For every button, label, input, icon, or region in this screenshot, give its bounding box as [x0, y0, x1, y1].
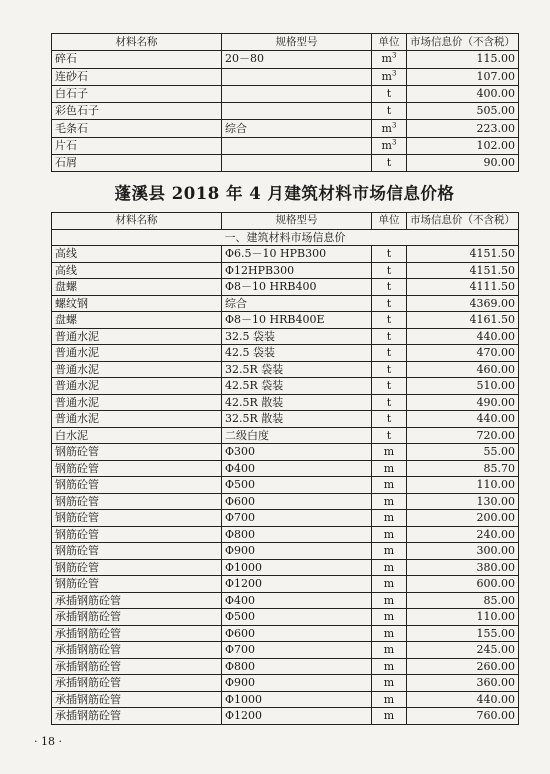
- unit-cell: m: [372, 576, 407, 593]
- unit-cell: m: [372, 526, 407, 543]
- price-cell: 510.00: [407, 378, 519, 395]
- table-row: [52, 68, 519, 85]
- spec-cell: Φ1200: [222, 708, 372, 725]
- table-row: [52, 345, 519, 362]
- price-cell: 440.00: [407, 328, 519, 345]
- price-cell: 4161.50: [407, 312, 519, 329]
- table-row: [52, 510, 519, 527]
- table-row: [52, 460, 519, 477]
- table-row: [52, 120, 519, 137]
- unit-cell: m: [372, 592, 407, 609]
- spec-cell: 20－80: [222, 51, 372, 68]
- unit-cell: t: [372, 394, 407, 411]
- material-name-cell: 普通水泥: [52, 328, 222, 345]
- material-name-cell: 高线: [52, 262, 222, 279]
- unit-cell: t: [372, 411, 407, 428]
- unit-cell: t: [372, 103, 407, 120]
- material-name-cell: 普通水泥: [52, 345, 222, 362]
- price-cell: 107.00: [407, 68, 519, 85]
- page-number: · 18 ·: [34, 735, 62, 748]
- material-name-cell: 白水泥: [52, 427, 222, 444]
- table-row: [52, 85, 519, 102]
- header-spec: 规格型号: [222, 213, 372, 230]
- material-name-cell: 钢筋砼管: [52, 526, 222, 543]
- price-cell: 600.00: [407, 576, 519, 593]
- material-name-cell: 螺纹钢: [52, 295, 222, 312]
- price-cell: 245.00: [407, 642, 519, 659]
- price-cell: 155.00: [407, 625, 519, 642]
- table-row: [52, 262, 519, 279]
- spec-cell: Φ500: [222, 477, 372, 494]
- table-row: [52, 559, 519, 576]
- table-row: [52, 411, 519, 428]
- price-cell: 4369.00: [407, 295, 519, 312]
- spec-cell: Φ900: [222, 543, 372, 560]
- table-row: [52, 493, 519, 510]
- price-cell: 440.00: [407, 411, 519, 428]
- table-row: [52, 51, 519, 68]
- unit-cell: m: [372, 658, 407, 675]
- spec-cell: Φ1000: [222, 559, 372, 576]
- spec-cell: Φ700: [222, 642, 372, 659]
- spec-cell: Φ800: [222, 526, 372, 543]
- unit-cell: t: [372, 295, 407, 312]
- table-header-row: [52, 34, 519, 51]
- spec-cell: Φ1200: [222, 576, 372, 593]
- table-row: [52, 625, 519, 642]
- unit-cell: t: [372, 279, 407, 296]
- unit-cell: t: [372, 345, 407, 362]
- table-row: [52, 444, 519, 461]
- price-cell: 85.70: [407, 460, 519, 477]
- material-name-cell: 普通水泥: [52, 378, 222, 395]
- price-cell: 440.00: [407, 691, 519, 708]
- table-row: [52, 394, 519, 411]
- material-name-cell: 钢筋砼管: [52, 510, 222, 527]
- page-title: 蓬溪县 2018 年 4 月建筑材料市场信息价格: [114, 184, 455, 203]
- section-heading: 一、建筑材料市场信息价: [52, 229, 519, 246]
- unit-cell: t: [372, 427, 407, 444]
- material-name-cell: 钢筋砼管: [52, 559, 222, 576]
- price-cell: 460.00: [407, 361, 519, 378]
- price-cell: 300.00: [407, 543, 519, 560]
- header-material-name: 材料名称: [52, 34, 222, 51]
- table-row: [52, 658, 519, 675]
- price-cell: 400.00: [407, 85, 519, 102]
- spec-cell: Φ700: [222, 510, 372, 527]
- price-cell: 110.00: [407, 609, 519, 626]
- unit-cell: m: [372, 510, 407, 527]
- unit-cell: m: [372, 642, 407, 659]
- material-name-cell: 钢筋砼管: [52, 460, 222, 477]
- spec-cell: 综合: [222, 295, 372, 312]
- material-name-cell: 承插钢筋砼管: [52, 708, 222, 725]
- material-name-cell: 毛条石: [52, 120, 222, 137]
- unit-cell: t: [372, 328, 407, 345]
- spec-cell: Φ800: [222, 658, 372, 675]
- unit-cell: m: [372, 625, 407, 642]
- table-header-row: [52, 213, 519, 230]
- unit-cell: m: [372, 477, 407, 494]
- price-cell: 4151.50: [407, 262, 519, 279]
- table-row: [52, 103, 519, 120]
- spec-cell: 32.5 袋装: [222, 328, 372, 345]
- price-cell: 4111.50: [407, 279, 519, 296]
- unit-cell: m: [372, 609, 407, 626]
- unit-cell: $m^3$: [372, 68, 407, 85]
- spec-cell: Φ400: [222, 460, 372, 477]
- price-cell: 85.00: [407, 592, 519, 609]
- material-name-cell: 盘螺: [52, 279, 222, 296]
- spec-cell: Φ500: [222, 609, 372, 626]
- material-name-cell: 连砂石: [52, 68, 222, 85]
- spec-cell: [222, 155, 372, 172]
- header-spec: 规格型号: [222, 34, 372, 51]
- spec-cell: 综合: [222, 120, 372, 137]
- material-name-cell: 白石子: [52, 85, 222, 102]
- stone-materials-table: [51, 33, 519, 172]
- table-row: [52, 543, 519, 560]
- spec-cell: 42.5 袋装: [222, 345, 372, 362]
- material-name-cell: 普通水泥: [52, 361, 222, 378]
- spec-cell: [222, 137, 372, 154]
- header-price: 市场信息价（不含税）: [407, 213, 519, 230]
- price-cell: 470.00: [407, 345, 519, 362]
- header-price: 市场信息价（不含税）: [407, 34, 519, 51]
- spec-cell: Φ600: [222, 625, 372, 642]
- price-cell: 115.00: [407, 51, 519, 68]
- unit-cell: m: [372, 444, 407, 461]
- price-cell: 360.00: [407, 675, 519, 692]
- spec-cell: Φ600: [222, 493, 372, 510]
- table-row: [52, 378, 519, 395]
- spec-cell: [222, 68, 372, 85]
- table-row: [52, 155, 519, 172]
- table-row: [52, 642, 519, 659]
- spec-cell: Φ900: [222, 675, 372, 692]
- material-name-cell: 承插钢筋砼管: [52, 609, 222, 626]
- price-cell: 130.00: [407, 493, 519, 510]
- table-row: [52, 526, 519, 543]
- material-name-cell: 普通水泥: [52, 394, 222, 411]
- table-row: [52, 295, 519, 312]
- unit-cell: $m^3$: [372, 137, 407, 154]
- price-cell: 720.00: [407, 427, 519, 444]
- header-unit: 单位: [372, 213, 407, 230]
- material-name-cell: 钢筋砼管: [52, 477, 222, 494]
- price-cell: 110.00: [407, 477, 519, 494]
- unit-cell: $m^3$: [372, 120, 407, 137]
- spec-cell: [222, 103, 372, 120]
- unit-cell: t: [372, 378, 407, 395]
- material-name-cell: 彩色石子: [52, 103, 222, 120]
- table-row: [52, 691, 519, 708]
- building-materials-price-table: [51, 212, 519, 725]
- spec-cell: 32.5R 散装: [222, 411, 372, 428]
- material-name-cell: 承插钢筋砼管: [52, 625, 222, 642]
- price-cell: 260.00: [407, 658, 519, 675]
- material-name-cell: 钢筋砼管: [52, 543, 222, 560]
- spec-cell: [222, 85, 372, 102]
- price-cell: 4151.50: [407, 246, 519, 263]
- spec-cell: Φ8－10 HRB400E: [222, 312, 372, 329]
- table-row: [52, 279, 519, 296]
- spec-cell: Φ6.5－10 HPB300: [222, 246, 372, 263]
- unit-cell: m: [372, 543, 407, 560]
- unit-cell: t: [372, 155, 407, 172]
- material-name-cell: 片石: [52, 137, 222, 154]
- material-name-cell: 普通水泥: [52, 411, 222, 428]
- table-row: [52, 246, 519, 263]
- price-cell: 380.00: [407, 559, 519, 576]
- spec-cell: 42.5R 散装: [222, 394, 372, 411]
- spec-cell: Φ300: [222, 444, 372, 461]
- price-cell: 200.00: [407, 510, 519, 527]
- unit-cell: m: [372, 493, 407, 510]
- unit-cell: $m^3$: [372, 51, 407, 68]
- header-unit: 单位: [372, 34, 407, 51]
- material-name-cell: 承插钢筋砼管: [52, 592, 222, 609]
- price-cell: 55.00: [407, 444, 519, 461]
- table-row: [52, 361, 519, 378]
- material-name-cell: 承插钢筋砼管: [52, 658, 222, 675]
- table-row: [52, 592, 519, 609]
- price-cell: 240.00: [407, 526, 519, 543]
- table-row: [52, 609, 519, 626]
- spec-cell: Φ1000: [222, 691, 372, 708]
- spec-cell: Φ8－10 HRB400: [222, 279, 372, 296]
- material-name-cell: 承插钢筋砼管: [52, 642, 222, 659]
- unit-cell: m: [372, 559, 407, 576]
- header-material-name: 材料名称: [52, 213, 222, 230]
- material-name-cell: 钢筋砼管: [52, 493, 222, 510]
- material-name-cell: 钢筋砼管: [52, 576, 222, 593]
- material-name-cell: 承插钢筋砼管: [52, 675, 222, 692]
- unit-cell: m: [372, 460, 407, 477]
- table-row: [52, 675, 519, 692]
- section-row: [52, 229, 519, 246]
- price-cell: 760.00: [407, 708, 519, 725]
- unit-cell: t: [372, 262, 407, 279]
- unit-cell: t: [372, 85, 407, 102]
- material-name-cell: 承插钢筋砼管: [52, 691, 222, 708]
- price-cell: 102.00: [407, 137, 519, 154]
- material-name-cell: 钢筋砼管: [52, 444, 222, 461]
- table-row: [52, 312, 519, 329]
- unit-cell: t: [372, 246, 407, 263]
- spec-cell: Φ400: [222, 592, 372, 609]
- price-cell: 505.00: [407, 103, 519, 120]
- material-name-cell: 盘螺: [52, 312, 222, 329]
- spec-cell: 二级白度: [222, 427, 372, 444]
- price-cell: 223.00: [407, 120, 519, 137]
- table-row: [52, 137, 519, 154]
- price-cell: 90.00: [407, 155, 519, 172]
- material-name-cell: 石屑: [52, 155, 222, 172]
- price-cell: 490.00: [407, 394, 519, 411]
- table-row: [52, 576, 519, 593]
- table-row: [52, 708, 519, 725]
- table-row: [52, 427, 519, 444]
- unit-cell: m: [372, 708, 407, 725]
- unit-cell: m: [372, 691, 407, 708]
- unit-cell: m: [372, 675, 407, 692]
- spec-cell: 32.5R 袋装: [222, 361, 372, 378]
- material-name-cell: 碎石: [52, 51, 222, 68]
- unit-cell: t: [372, 312, 407, 329]
- material-name-cell: 高线: [52, 246, 222, 263]
- unit-cell: t: [372, 361, 407, 378]
- spec-cell: Φ12HPB300: [222, 262, 372, 279]
- spec-cell: 42.5R 袋装: [222, 378, 372, 395]
- table-row: [52, 328, 519, 345]
- table-row: [52, 477, 519, 494]
